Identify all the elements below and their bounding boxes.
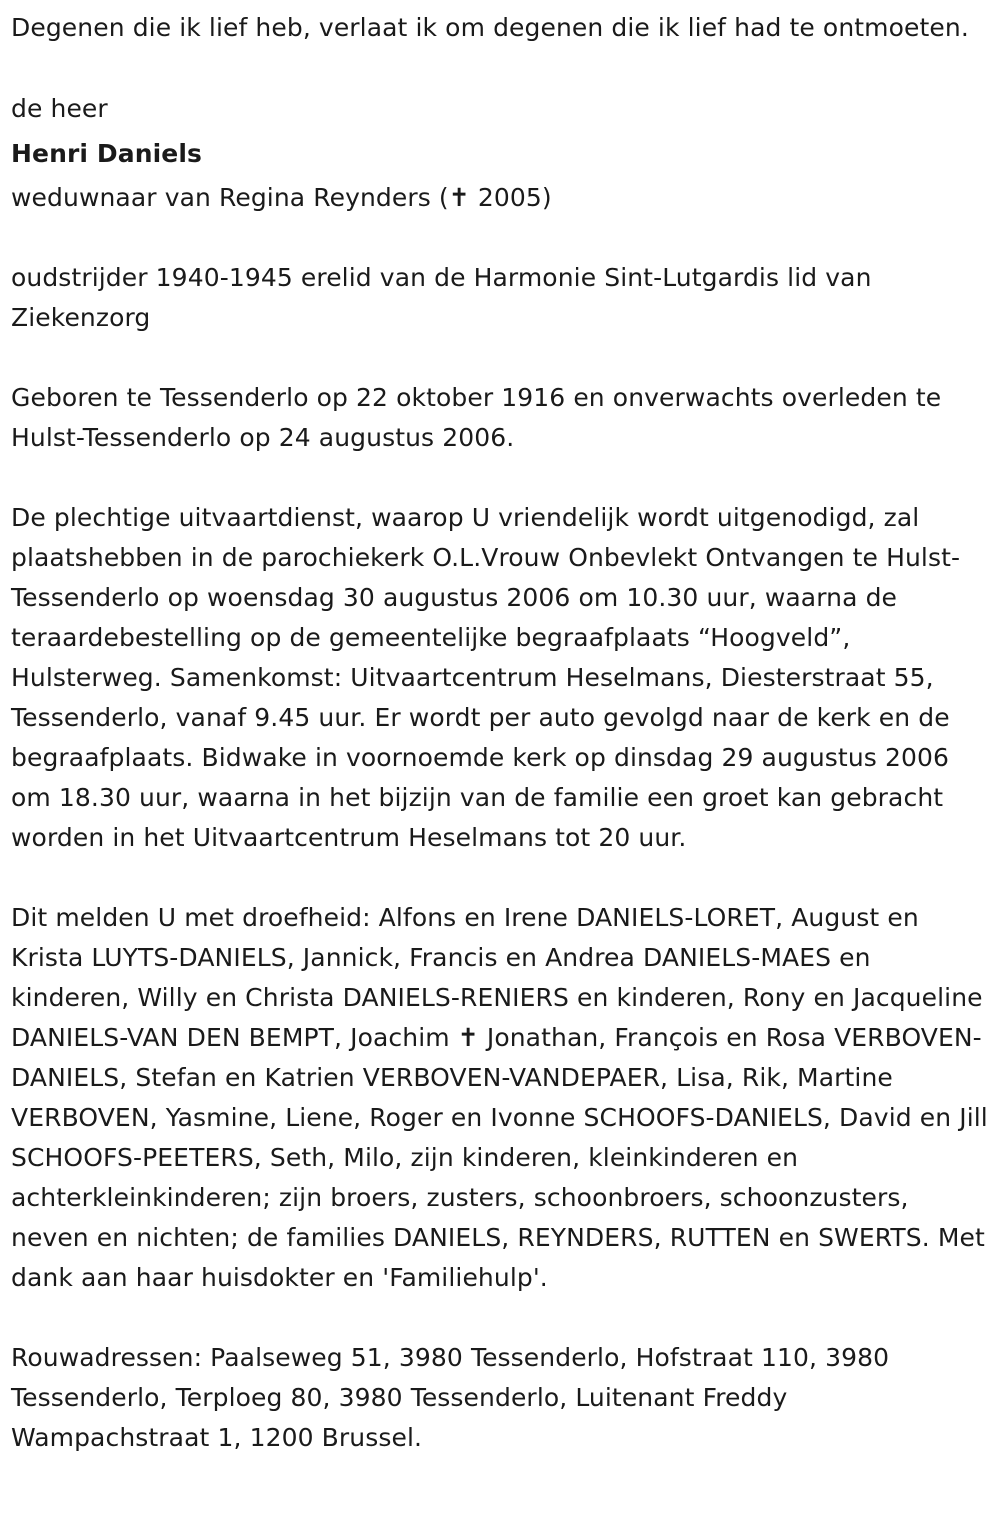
spacer [11, 338, 988, 378]
funeral-paragraph: De plechtige uitvaartdienst, waarop U vriendelijk wordt uitgenodigd, zal plaatshebben in de parochiekerk O.L.Vrouw Onbevlekt Ontvangen te Hulst-Tessenderlo op woensdag 30 augustus 2006 om 10.30 uur, waarna de teraardebestelling op de gemeentelijke begraafplaats “Hoogveld”, Hulsterweg. Samenkomst: Uitvaartcentrum Heselmans, Diesterstraat 55, Tessenderlo, vanaf 9.45 uur. Er wordt per auto gevolgd naar de kerk en de begraafplaats. Bidwake in voornoemde kerk op dinsdag 29 augustus 2006 om 18.30 uur, waarna in het bijzijn van de familie een groet kan gebracht worden in het Uitvaartcentrum Heselmans tot 20 uur. [11, 503, 961, 852]
spacer [11, 218, 988, 258]
opening-quote: Degenen die ik lief heb, verlaat ik om degenen die ik lief had te ontmoeten. [11, 13, 969, 42]
deceased-name: Henri Daniels [11, 139, 202, 168]
spacer [11, 458, 988, 498]
spacer [11, 858, 988, 898]
memberships-paragraph: oudstrijder 1940-1945 erelid van de Harmonie Sint-Lutgardis lid van Ziekenzorg [11, 263, 872, 332]
family-paragraph: Dit melden U met droefheid: Alfons en Irene DANIELS-LORET, August en Krista LUYTS-DANIELS, Jannick, Francis en Andrea DANIELS-MAES en kinderen, Willy en Christa DANIELS-RENIERS en kinderen, Rony en Jacqueline DANIELS-VAN DEN BEMPT, Joachim ✝ Jonathan, François en Rosa VERBOVEN-DANIELS, Stefan en Katrien VERBOVEN-VANDEPAER, Lisa, Rik, Martine VERBOVEN, Yasmine, Liene, Roger en Ivonne SCHOOFS-DANIELS, David en Jill SCHOOFS-PEETERS, Seth, Milo, zijn kinderen, kleinkinderen en achterkleinkinderen; zijn broers, zusters, schoonbroers, schoonzusters, neven en nichten; de families DANIELS, REYNDERS, RUTTEN en SWERTS. Met dank aan haar huisdokter en 'Familiehulp'. [11, 903, 988, 1292]
spacer [11, 48, 988, 88]
salutation: de heer [11, 94, 108, 123]
widower-line: weduwnaar van Regina Reynders (✝ 2005) [11, 183, 552, 212]
addresses-paragraph: Rouwadressen: Paalseweg 51, 3980 Tessenderlo, Hofstraat 110, 3980 Tessenderlo, Terploeg 80, 3980 Tessenderlo, Luitenant Freddy Wampachstraat 1, 1200 Brussel. [11, 1343, 890, 1452]
birth-death-paragraph: Geboren te Tessenderlo op 22 oktober 1916 en onverwachts overleden te Hulst-Tessenderlo op 24 augustus 2006. [11, 383, 942, 452]
spacer [11, 1298, 988, 1338]
